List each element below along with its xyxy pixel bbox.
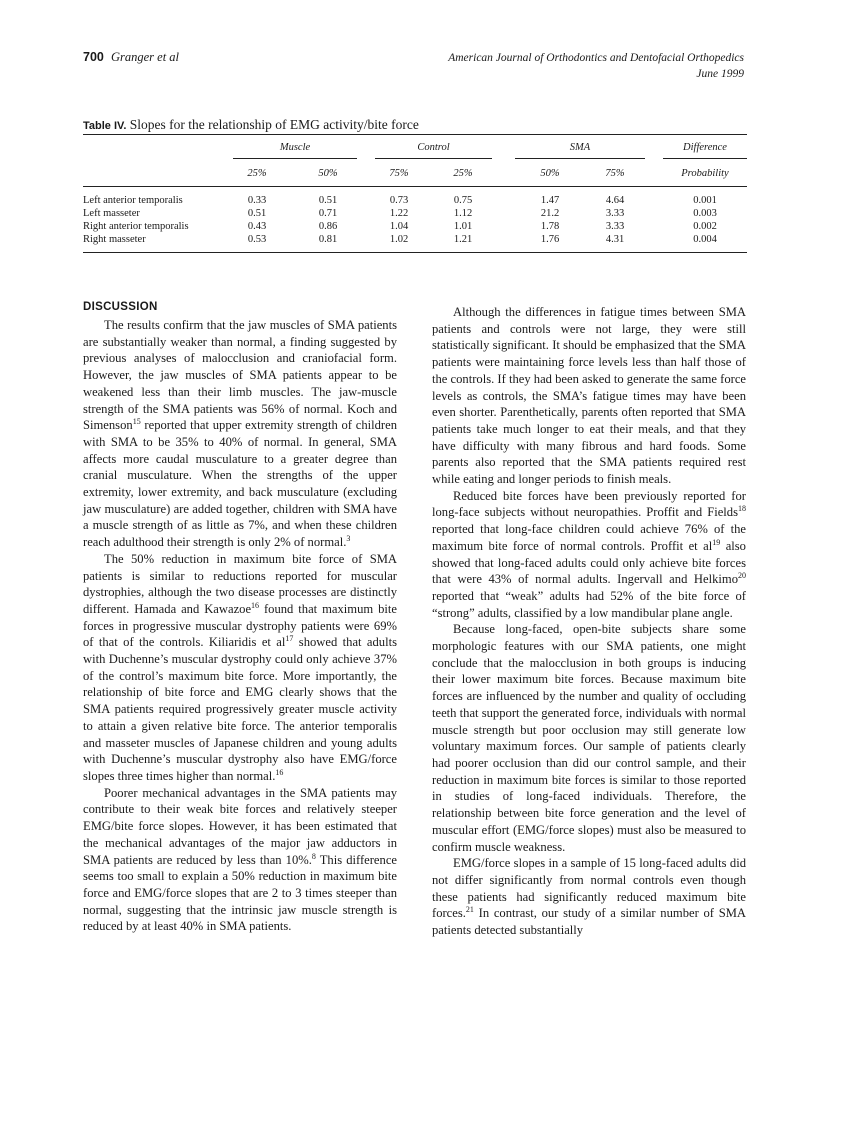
table-title: Slopes for the relationship of EMG activity/bite force xyxy=(129,117,419,132)
cell: 1.76 xyxy=(540,234,560,245)
paragraph: Reduced bite forces have been previously reported for long-face subjects without neuropathies. Proffit and Fields$^{18}$ reported that long-face children could achieve 76% of the maximum bite force of normal controls. Proffit et $al^{19}$ also showed that long-faced adults could only achieve bite forces that were 43% of normal adults. Ingervall and Helkimo$^{20}$ reported that “weak” adults had 52% of the bite force of “strong” adults, classified by a low mandibular plane angle. xyxy=(432,488,746,620)
cell: 3.33 xyxy=(605,208,625,219)
right-text-column xyxy=(432,304,746,939)
col-header-sma-75: 75% xyxy=(605,168,625,179)
paragraph: Poorer mechanical advantages in the SMA patients may contribute to their weak bite forces and relatively steeper EMG/bite force slopes. However, it has been estimated that the mechanical advantages of the major jaw adductors in SMA patients are reduced by less than 10%.$^8$ This difference seems too small to explain a 50% reduction in maximum bite force and EMG/force slopes that are 2 to 3 times steeper than normal, suggesting that the intrinsic jaw muscle strength is reduced by at least 40% in SMA patients. xyxy=(83,785,397,934)
paragraph: Although the differences in fatigue times between SMA patients and controls were not large, they were still statistically significant. It should be emphasized that the SMA patients were maintaining force levels less than half those of the controls. If they had been asked to generate the same force levels as controls, the SMA’s fatigue times may have been even shorter. Parenthetically, parents often reported that SMA patients take much longer to eat their meals, and that they have difficulty with many fibrous and hard foods. Some parents also reported that the SMA patients required rest while eating and longer periods to finish meals. xyxy=(432,305,747,487)
row-label: Left anterior temporalis xyxy=(83,195,183,206)
running-header-right xyxy=(448,50,744,82)
page-number: 700 xyxy=(83,50,104,64)
citation: 17 xyxy=(285,634,294,644)
cell: 21.2 xyxy=(540,208,560,219)
row-label: Right masseter xyxy=(83,234,146,245)
group-rule-muscle xyxy=(233,158,357,159)
cell: 1.21 xyxy=(453,234,473,245)
row-label: Left masseter xyxy=(83,208,140,219)
paragraph: Because long-faced, open-bite subjects share some morphologic features with our SMA patients, one might conclude that the malocclusion in both groups is inducing their lower maximum bite forces. Because maximum bite forces are influenced by the number and quality of occluding teeth that support the generated force, individuals with normal muscle strength but poor occlusion may still generate low voluntary maximum forces. Our sample of patients clearly had poorer occlusion than did our control sample, and their reduction in maximum bite forces is similar to those reported in studies of long-faced individuals. Therefore, the relationship between bite force generation and the level of muscular effort (EMG/force slopes) must also be measured to confirm muscle weakness. xyxy=(432,622,746,854)
table-header-rule xyxy=(83,186,747,187)
cell: 0.51 xyxy=(247,208,267,219)
citation: 20 xyxy=(738,571,746,581)
cell: 0.53 xyxy=(247,234,267,245)
citation: 3 xyxy=(346,533,351,543)
journal-name: American Journal of Orthodontics and Dentofacial Orthopedics xyxy=(448,52,744,64)
table-row xyxy=(83,195,747,207)
cell: 3.33 xyxy=(605,221,625,232)
col-header-control-75: 75% xyxy=(389,168,409,179)
paragraph: The results confirm that the jaw muscles of SMA patients are substantially weaker than normal, a finding suggested by previous analyses of malocclusion and craniofacial form. However, the jaw muscles of SMA patients appear to be weakened less than their limb muscles. The jaw-muscle strength of the SMA patients was 56% of normal. Koch and Simenson$^{15}$ reported that upper extremity strength of children with SMA to be 35% to 40% of normal. In general, SMA affects more caudal musculature to a greater degree than cranial musculature. When the strengths of the upper extremity, lower extremity, and back musculature (excluding jaw musculature) are added together, children with SMA have a muscle strength of as little as 7%, and when these children reach adulthood their strength is only 2% of normal.$^3$ xyxy=(83,318,397,550)
cell: 0.86 xyxy=(318,221,338,232)
cell: 4.64 xyxy=(605,195,625,206)
citation: 21 xyxy=(465,905,474,915)
cell: 1.47 xyxy=(540,195,560,206)
col-header-muscle-50: 50% xyxy=(318,168,338,179)
cell: 1.02 xyxy=(389,234,409,245)
cell: 0.71 xyxy=(318,208,338,219)
paragraph: The 50% reduction in maximum bite force of SMA patients is similar to reductions reported for muscular dystrophies, although the two disease processes are distinctly different. Hamada and Kawazoe$^{16}$ found that maximum bite forces in progressive muscular dystrophy patients were 69% of that of the controls. Kiliaridis et $al^{17}$ showed that adults with Duchenne’s muscular dystrophy could only achieve 37% of the control’s maximum bite force. More importantly, the relationship of bite force and EMG clearly shows that the SMA patients required progressively greater muscle activity to attain a given relative bite force. The anterior temporalis and masseter muscles of Japanese children and young adults with Duchenne’s muscular dystrophy also have EMG/force slopes three times higher than normal.$^{16}$ xyxy=(83,551,397,783)
row-label: Right anterior temporalis xyxy=(83,221,189,232)
issue-date: June 1999 xyxy=(696,68,744,80)
table-bottom-rule xyxy=(83,252,747,253)
running-authors: Granger et al xyxy=(110,50,180,64)
citation: 16 xyxy=(275,767,284,777)
table-row xyxy=(83,208,747,220)
citation: 19 xyxy=(712,537,721,547)
cell: 0.81 xyxy=(318,234,338,245)
group-header-control: Control xyxy=(417,142,450,153)
table-row xyxy=(83,234,747,246)
table-top-rule xyxy=(83,134,747,135)
cell: 0.001 xyxy=(693,195,717,206)
group-header-difference: Difference xyxy=(683,142,727,153)
section-heading: DISCUSSION xyxy=(83,301,158,313)
citation: 18 xyxy=(738,504,746,514)
table-caption xyxy=(83,117,419,133)
group-rule-sma xyxy=(515,158,645,159)
col-header-probability: Probability xyxy=(681,168,729,179)
group-header-sma: SMA xyxy=(569,142,591,153)
cell: 0.73 xyxy=(389,195,409,206)
cell: 0.002 xyxy=(693,221,717,232)
group-rule-control xyxy=(375,158,492,159)
cell: 1.04 xyxy=(389,221,409,232)
citation: 16 xyxy=(251,600,260,610)
cell: 4.31 xyxy=(605,234,625,245)
cell: 0.43 xyxy=(247,221,267,232)
cell: 1.12 xyxy=(453,208,473,219)
group-rule-difference xyxy=(663,158,747,159)
running-header-left xyxy=(83,50,179,65)
cell: 1.78 xyxy=(540,221,560,232)
citation: 8 xyxy=(311,851,316,861)
table-row xyxy=(83,221,747,233)
cell: 0.75 xyxy=(453,195,473,206)
cell: 0.004 xyxy=(693,234,717,245)
col-header-sma-50: 50% xyxy=(540,168,560,179)
cell: 0.51 xyxy=(318,195,338,206)
cell: 1.22 xyxy=(389,208,409,219)
table-label: Table IV. xyxy=(83,120,127,132)
group-header-muscle: Muscle xyxy=(279,142,311,153)
cell: 0.33 xyxy=(247,195,267,206)
col-header-muscle-25: 25% xyxy=(247,168,267,179)
left-text-column xyxy=(83,300,397,935)
col-header-control-25: 25% xyxy=(453,168,473,179)
citation: 15 xyxy=(132,417,141,427)
cell: 0.003 xyxy=(693,208,717,219)
paragraph: EMG/force slopes in a sample of 15 long-faced adults did not differ significantly from normal controls even though these patients had significantly reduced maximum bite forces.$^{21}$ In contrast, our study of a similar number of SMA patients detected substantially xyxy=(432,856,746,938)
cell: 1.01 xyxy=(453,221,473,232)
